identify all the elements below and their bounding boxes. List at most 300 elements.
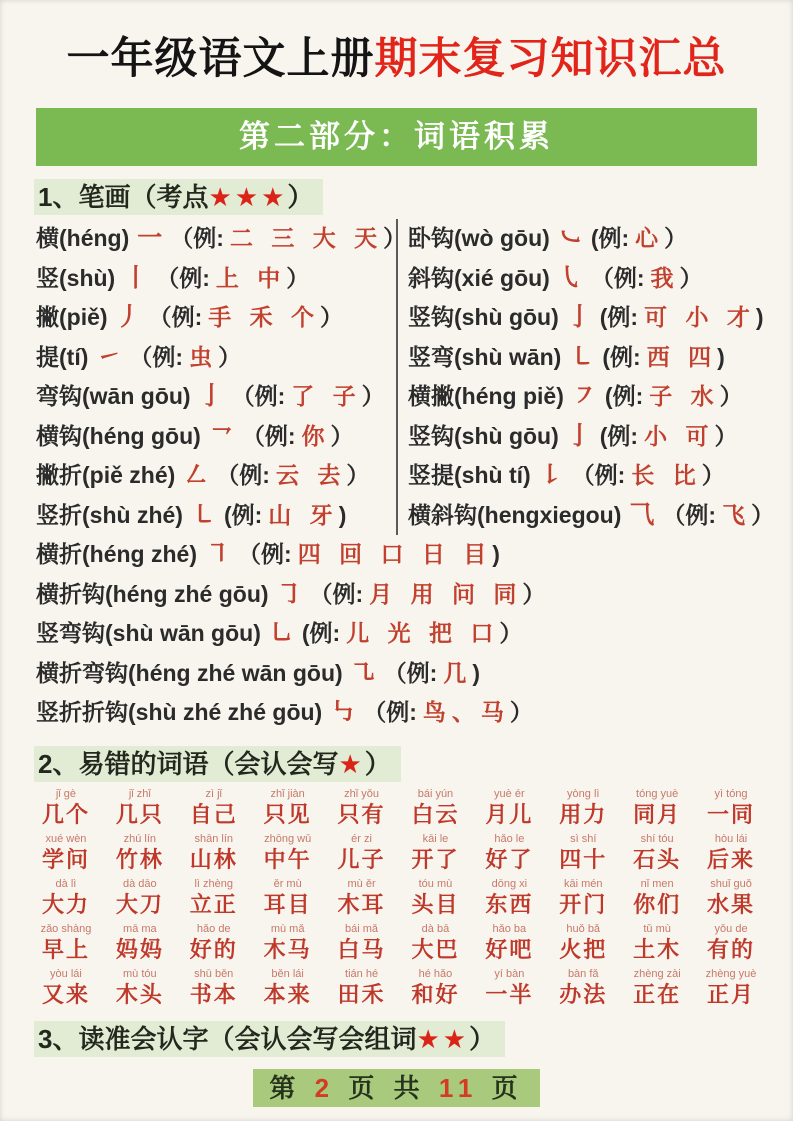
word-pinyin: shí tóu [640, 832, 674, 845]
word-hanzi: 大巴 [411, 936, 460, 962]
word-hanzi: 土木 [633, 936, 682, 962]
section3-heading-text: 3、读准会认字（会认会写会组词 [38, 1023, 417, 1054]
stroke-name: 横斜钩(hengxiegou) [408, 501, 622, 528]
section1-heading-close: ） [287, 182, 314, 212]
stroke-name: 竖(shù) [36, 264, 116, 291]
word-cell [547, 923, 619, 963]
footer-suffix: 页 [491, 1072, 524, 1103]
word-hanzi: 有的 [707, 936, 756, 962]
word-hanzi: 正在 [633, 981, 682, 1007]
word-hanzi: 白马 [337, 936, 386, 962]
word-pinyin: tóu mù [418, 877, 453, 890]
stroke-examples: 儿 光 把 口 [346, 620, 500, 646]
word-pinyin: ěr mù [273, 877, 302, 890]
stroke-example-close: ） [714, 422, 738, 449]
stroke-name: 弯钩(wān gōu) [36, 383, 191, 409]
section2-heading [34, 746, 401, 782]
word-pinyin: hǎo ba [492, 922, 527, 935]
stroke-examples: 手 禾 个 [208, 304, 321, 330]
stroke-glyph: 亅 [566, 303, 592, 331]
stroke-example-label: (例: [301, 620, 341, 646]
stroke-examples: 云 去 [275, 462, 347, 488]
stroke-glyph: ㇄ [190, 500, 216, 529]
stroke-name: 斜钩(xié gōu) [408, 264, 550, 291]
stroke-name: 卧钩(wò gōu) [408, 225, 550, 251]
word-hanzi: 好吧 [485, 936, 534, 962]
word-hanzi: 同月 [633, 801, 682, 827]
stroke-example-close: ） [346, 462, 370, 488]
word-pinyin: kāi mén [563, 877, 603, 890]
word-pinyin: bái yún [417, 787, 454, 800]
word-pinyin: dōng xi [491, 877, 528, 890]
stroke-example-close: ） [320, 304, 344, 330]
strokes-two-columns [36, 219, 775, 535]
word-pinyin: dà dāo [123, 877, 157, 890]
word-cell [695, 968, 767, 1008]
page-title-red: 期末复习知识汇总 [374, 35, 727, 83]
stroke-example-close: ） [509, 699, 533, 725]
stroke-examples: 几 [443, 659, 473, 686]
word-cell [30, 878, 102, 918]
section2-heading-close: ） [364, 748, 391, 779]
word-cell [326, 923, 398, 963]
word-cell [547, 878, 619, 918]
stroke-examples: 西 四 [646, 343, 718, 370]
stroke-example-close: ） [522, 580, 546, 607]
word-pinyin: yì tóng [714, 787, 748, 800]
word-hanzi: 白云 [411, 801, 460, 827]
word-hanzi: 山林 [189, 846, 238, 872]
word-hanzi: 早上 [41, 936, 90, 962]
stroke-example-close: ） [361, 383, 385, 409]
word-pinyin: dà bā [421, 922, 450, 935]
stroke-glyph: ㇂ [557, 263, 583, 292]
stroke-example-close: ） [330, 422, 354, 449]
word-hanzi: 田禾 [337, 981, 386, 1007]
stroke-examples: 你 [301, 422, 331, 449]
stroke-example-label: （例: [156, 264, 210, 291]
stroke-examples: 上 中 [215, 264, 287, 291]
section3-heading-stars: ★★ [416, 1023, 470, 1054]
stroke-glyph: ⺄ [629, 500, 655, 529]
word-pinyin: tián hé [345, 967, 379, 980]
word-cell [326, 968, 398, 1008]
word-hanzi: 本来 [263, 981, 312, 1007]
stroke-glyph: ㇀ [96, 342, 122, 371]
stroke-row [36, 298, 396, 338]
stroke-example-close: ） [719, 383, 743, 409]
word-cell [326, 833, 398, 873]
stroke-row [36, 456, 396, 496]
stroke-name: 横折弯钩(héng zhé wān gōu) [36, 659, 343, 686]
stroke-name: 横撇(héng piě) [408, 383, 564, 409]
word-cell [621, 788, 693, 828]
word-cell [621, 833, 693, 873]
stroke-examples: 山 牙 [268, 501, 339, 528]
stroke-row [36, 259, 396, 299]
stroke-glyph: 丨 [123, 263, 149, 292]
word-cell [30, 833, 102, 873]
stroke-name: 竖提(shù tí) [408, 462, 531, 488]
stroke-name: 撇折(piě zhé) [36, 462, 176, 488]
word-hanzi: 月儿 [485, 801, 534, 827]
word-hanzi: 大刀 [115, 891, 164, 917]
word-cell [104, 833, 176, 873]
word-cell [104, 968, 176, 1008]
stroke-glyph: ㇕ [205, 540, 231, 568]
stroke-row [36, 417, 396, 457]
stroke-glyph: 丿 [115, 303, 141, 331]
stroke-row [408, 417, 775, 457]
word-cell [326, 788, 398, 828]
word-hanzi: 妈妈 [115, 936, 164, 962]
word-pinyin: mā ma [123, 922, 157, 935]
word-cell [547, 833, 619, 873]
stroke-row [408, 259, 775, 299]
word-cell [400, 968, 472, 1008]
word-pinyin: hǎo de [196, 922, 231, 935]
section1-heading [34, 179, 323, 215]
stroke-name: 竖钩(shù gōu) [408, 304, 559, 330]
stroke-row [408, 496, 775, 536]
footer-prefix: 第 [269, 1072, 302, 1103]
word-hanzi: 好了 [485, 846, 534, 872]
stroke-example-label: （例: [231, 383, 286, 409]
stroke-example-label: （例: [170, 225, 224, 251]
word-cell [326, 878, 398, 918]
page-title [10, 30, 783, 88]
stroke-name: 竖弯钩(shù wān gōu) [36, 620, 261, 646]
stroke-name: 竖钩(shù gōu) [408, 422, 559, 449]
word-pinyin: zhǐ yǒu [344, 787, 379, 800]
stroke-examples: 月 用 问 同 [369, 580, 523, 607]
stroke-row [36, 654, 775, 694]
word-pinyin: tǔ mù [643, 922, 671, 935]
word-hanzi: 学问 [41, 846, 90, 872]
word-pinyin: bái mǎ [345, 922, 379, 935]
word-pinyin: hòu lái [714, 832, 748, 845]
word-pinyin: zì jǐ [205, 787, 222, 800]
stroke-row [408, 456, 775, 496]
word-cell [695, 833, 767, 873]
word-pinyin: tóng yuè [636, 787, 679, 800]
word-cell [252, 923, 324, 963]
stroke-examples: 小 可 [644, 422, 715, 449]
word-hanzi: 后来 [707, 846, 756, 872]
word-pinyin: bàn fǎ [567, 967, 599, 980]
stroke-name: 竖折折钩(shù zhé zhé gōu) [36, 699, 323, 725]
stroke-example-close: ） [499, 620, 523, 646]
word-cell [695, 878, 767, 918]
word-cell [547, 968, 619, 1008]
word-cell [104, 878, 176, 918]
stroke-row [36, 535, 775, 575]
footer-total-pages: 11 [438, 1072, 479, 1103]
stroke-example-label: （例: [309, 580, 364, 607]
stroke-glyph: ㇃ [557, 224, 583, 252]
stroke-name: 横钩(héng gōu) [36, 422, 201, 449]
stroke-glyph: ㇙ [538, 461, 564, 489]
stroke-glyph: 亅 [566, 421, 592, 450]
stroke-glyph: 亅 [198, 382, 224, 410]
stroke-example-label: （例: [216, 462, 270, 488]
stroke-example-close: ） [751, 501, 775, 528]
word-pinyin: shū běn [194, 967, 234, 980]
word-pinyin: zǎo shàng [40, 922, 92, 935]
stroke-example-label: (例: [223, 501, 263, 528]
word-cell [695, 788, 767, 828]
word-hanzi: 水果 [707, 891, 756, 917]
stroke-name: 竖折(shù zhé) [36, 501, 183, 528]
word-pinyin: shān lín [194, 832, 233, 845]
word-hanzi: 竹林 [115, 846, 164, 872]
stroke-example-label: (例: [604, 383, 644, 409]
stroke-examples: 二 三 大 天 [229, 225, 384, 251]
word-pinyin: ér zi [351, 832, 372, 845]
stroke-glyph: ㇈ [350, 658, 376, 687]
word-cell [621, 923, 693, 963]
stroke-example-label: （例: [571, 462, 626, 488]
word-pinyin: mù tóu [123, 967, 157, 980]
stroke-glyph: ㇜ [183, 461, 209, 489]
stroke-name: 撇(piě) [36, 304, 108, 330]
word-grid [30, 788, 767, 1008]
word-pinyin: hǎo le [494, 832, 525, 845]
stroke-glyph: ㇄ [569, 342, 595, 371]
word-hanzi: 自己 [189, 801, 238, 827]
word-hanzi: 和好 [411, 981, 460, 1007]
stroke-glyph: ㇉ [330, 698, 356, 726]
stroke-example-close: ) [755, 304, 764, 330]
word-pinyin: kāi le [422, 832, 449, 845]
word-pinyin: yuè ér [494, 787, 525, 800]
word-hanzi: 石头 [633, 846, 682, 872]
stroke-example-label: （例: [383, 659, 438, 686]
stroke-examples: 虫 [189, 343, 219, 370]
word-hanzi: 木耳 [337, 891, 386, 917]
strokes-full-width-rows [36, 535, 775, 733]
stroke-row [36, 693, 775, 733]
stroke-example-label: (例: [602, 343, 641, 370]
word-hanzi: 又来 [41, 981, 90, 1007]
word-cell [473, 788, 545, 828]
stroke-name: 横折钩(héng zhé gōu) [36, 580, 269, 607]
stroke-glyph: ㇆ [276, 579, 302, 608]
word-pinyin: běn lái [271, 967, 304, 980]
stroke-glyph: 一 [137, 224, 163, 252]
stroke-example-close: ) [492, 541, 500, 567]
stroke-examples: 鸟、马 [422, 699, 510, 725]
word-pinyin: huǒ bǎ [566, 922, 601, 935]
word-hanzi: 耳目 [263, 891, 312, 917]
word-cell [178, 923, 250, 963]
footer-middle: 页 共 [348, 1072, 426, 1103]
stroke-examples: 长 比 [631, 462, 702, 488]
word-pinyin: zhú lín [123, 832, 157, 845]
stroke-example-close: ） [701, 462, 725, 488]
word-cell [30, 788, 102, 828]
word-hanzi: 几只 [115, 801, 164, 827]
stroke-example-label: （例: [129, 343, 184, 370]
page-title-black: 一年级语文上册 [66, 35, 375, 83]
word-pinyin: yòng lì [567, 787, 600, 800]
word-cell [30, 968, 102, 1008]
word-hanzi: 好的 [189, 936, 238, 962]
word-pinyin: mù mǎ [270, 922, 305, 935]
word-hanzi: 你们 [633, 891, 682, 917]
stroke-example-close: ) [338, 501, 347, 528]
word-hanzi: 木头 [115, 981, 164, 1007]
stroke-row [408, 219, 775, 259]
word-cell [547, 788, 619, 828]
word-pinyin: xué wèn [45, 832, 87, 845]
stroke-name: 横折(héng zhé) [36, 541, 197, 567]
section3-heading-close: ） [469, 1023, 496, 1054]
section2-heading-stars: ★ [338, 748, 365, 779]
word-cell [104, 923, 176, 963]
section2-heading-text: 2、易错的词语（会认会写 [38, 748, 339, 779]
stroke-example-label: （例: [241, 422, 296, 449]
word-cell [178, 833, 250, 873]
stroke-example-close: ） [664, 225, 688, 251]
stroke-example-label: （例: [238, 541, 292, 567]
word-cell [400, 878, 472, 918]
word-pinyin: yí bàn [494, 967, 525, 980]
stroke-name: 提(tí) [36, 343, 89, 370]
word-hanzi: 中午 [263, 846, 312, 872]
word-cell [621, 878, 693, 918]
stroke-examples: 我 [650, 264, 680, 291]
word-cell [104, 788, 176, 828]
word-hanzi: 头目 [411, 891, 460, 917]
word-cell [621, 968, 693, 1008]
stroke-example-close: ) [472, 659, 481, 686]
stroke-example-label: (例: [599, 304, 639, 330]
word-hanzi: 立正 [189, 891, 238, 917]
word-cell [178, 878, 250, 918]
word-hanzi: 正月 [707, 981, 756, 1007]
word-pinyin: mù ěr [347, 877, 376, 890]
word-hanzi: 开门 [559, 891, 608, 917]
word-pinyin: dà lì [55, 877, 77, 890]
stroke-row [36, 575, 775, 615]
word-hanzi: 几个 [41, 801, 90, 827]
stroke-name: 横(héng) [36, 225, 130, 251]
word-pinyin: shuǐ guǒ [710, 877, 752, 890]
stroke-row [36, 496, 396, 536]
section3-heading [34, 1021, 505, 1057]
word-pinyin: lì zhèng [194, 877, 233, 890]
word-hanzi: 木马 [263, 936, 312, 962]
word-hanzi: 东西 [485, 891, 534, 917]
word-cell [178, 788, 250, 828]
word-hanzi: 用力 [559, 801, 608, 827]
word-hanzi: 书本 [189, 981, 238, 1007]
word-cell [400, 923, 472, 963]
word-pinyin: zhǐ jiàn [270, 787, 305, 800]
word-cell [400, 833, 472, 873]
stroke-glyph: ㇇ [571, 382, 597, 410]
stroke-row [36, 614, 775, 654]
word-hanzi: 火把 [559, 936, 608, 962]
stroke-examples: 了 子 [291, 383, 362, 409]
word-cell [252, 833, 324, 873]
section1-heading-text: 1、笔画（考点 [38, 182, 209, 212]
word-pinyin: yǒu de [714, 922, 748, 935]
stroke-example-close: ) [717, 343, 725, 370]
stroke-example-label: （例: [590, 264, 645, 291]
word-pinyin: zhèng yuè [705, 967, 757, 980]
word-pinyin: hé hǎo [418, 967, 453, 980]
word-hanzi: 一同 [707, 801, 756, 827]
page-footer [253, 1069, 539, 1107]
word-cell [473, 923, 545, 963]
word-pinyin: zhōng wǔ [264, 832, 312, 845]
stroke-glyph: ㇖ [208, 421, 234, 450]
word-cell [473, 833, 545, 873]
word-cell [178, 968, 250, 1008]
word-cell [695, 923, 767, 963]
stroke-row [408, 298, 775, 338]
word-pinyin: jǐ gè [55, 787, 77, 800]
word-pinyin: jǐ zhǐ [128, 787, 151, 800]
stroke-example-close: ） [218, 343, 242, 370]
stroke-examples: 心 [635, 225, 665, 251]
word-hanzi: 一半 [485, 981, 534, 1007]
word-cell [252, 968, 324, 1008]
stroke-example-close: ） [286, 264, 310, 291]
word-cell [473, 968, 545, 1008]
stroke-row [408, 377, 775, 417]
stroke-example-label: (例: [599, 422, 639, 449]
word-hanzi: 儿子 [337, 846, 386, 872]
word-hanzi: 大力 [41, 891, 90, 917]
word-pinyin: zhèng zài [633, 967, 681, 980]
word-pinyin: nǐ men [640, 877, 674, 890]
stroke-row [36, 377, 396, 417]
section-banner: 第二部分：词语积累 [36, 108, 757, 166]
stroke-examples: 飞 [722, 501, 752, 528]
word-hanzi: 办法 [559, 981, 608, 1007]
stroke-row [408, 338, 775, 378]
stroke-glyph: ㇟ [268, 619, 294, 647]
strokes-right-column [396, 219, 775, 535]
word-cell [252, 788, 324, 828]
stroke-example-close: ） [383, 225, 407, 251]
word-pinyin: sì shí [570, 832, 597, 845]
word-hanzi: 只有 [337, 801, 386, 827]
stroke-example-label: （例: [363, 699, 417, 725]
stroke-examples: 子 水 [649, 383, 720, 409]
footer-page-number: 2 [314, 1072, 336, 1103]
stroke-example-label: （例: [148, 304, 203, 330]
word-hanzi: 只见 [263, 801, 312, 827]
stroke-examples: 可 小 才 [644, 304, 756, 330]
word-hanzi: 开了 [411, 846, 460, 872]
stroke-example-label: (例: [590, 225, 630, 251]
word-cell [400, 788, 472, 828]
stroke-examples: 四 回 口 日 目 [297, 541, 493, 567]
stroke-example-close: ） [679, 264, 703, 291]
stroke-row [36, 338, 396, 378]
section1-heading-stars: ★★★ [208, 182, 288, 212]
word-hanzi: 四十 [559, 846, 608, 872]
word-cell [473, 878, 545, 918]
word-pinyin: yòu lái [50, 967, 82, 980]
stroke-row [36, 219, 407, 259]
stroke-name: 竖弯(shù wān) [408, 343, 562, 370]
stroke-example-label: （例: [662, 501, 717, 528]
